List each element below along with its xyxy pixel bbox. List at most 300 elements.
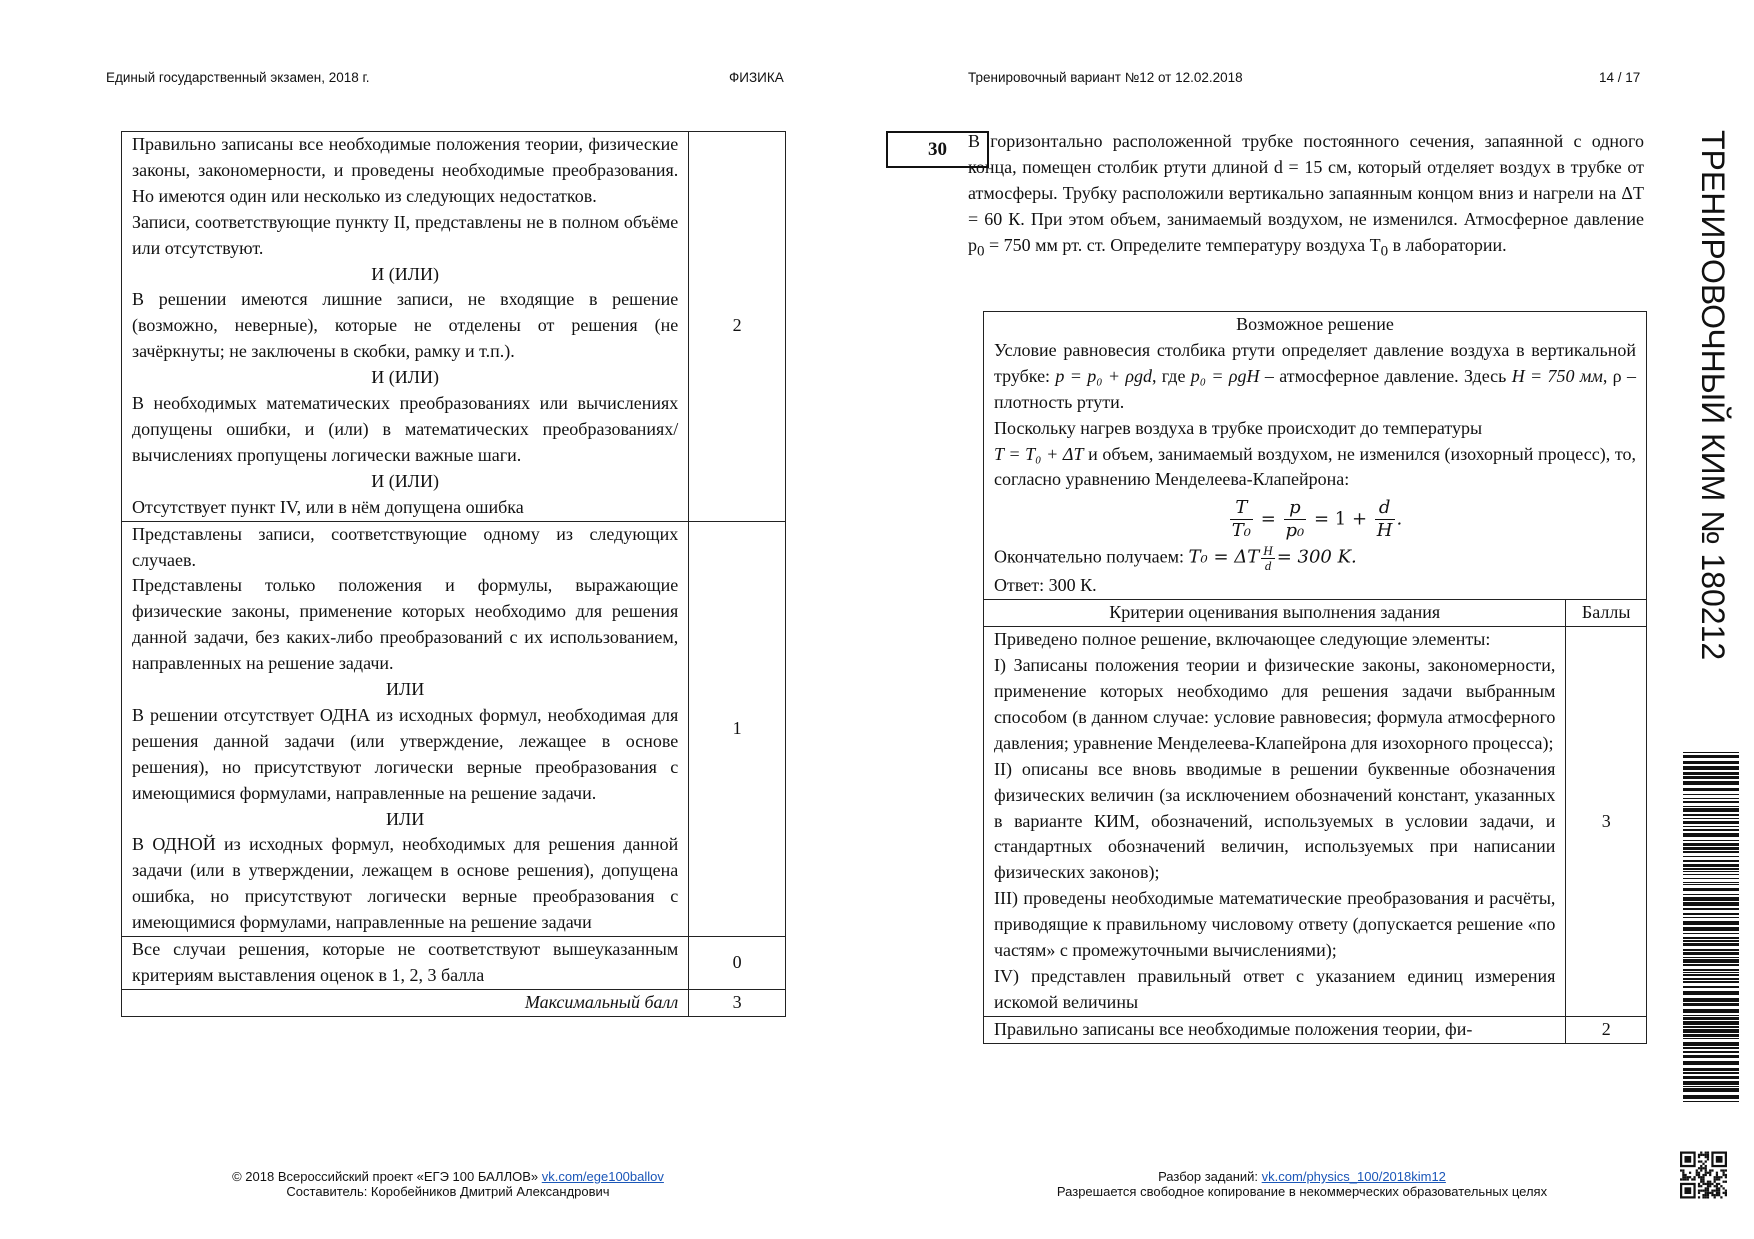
barcode-bar [1683,772,1739,775]
barcode-bar [1683,1003,1739,1006]
barcode-bar [1683,1072,1739,1074]
criteria-paragraph: Правильно записаны все необходимые положения теории, физические законы, закономерности, и проведены необходимые преобразования. Но имеются один или несколько из следующих недостатков. [132,134,679,206]
barcode-bar [1683,840,1739,841]
qr-module [1680,1169,1682,1171]
criteria-paragraph: Представлены только положения и формулы, выражающие физические законы, применение которых необходимо для решения данной задачи, без каких-либо преобразований с их использованием, направленных на решение задачи. [132,575,679,674]
frac-den-T0: T₀ [1231,520,1251,542]
qr-module [1698,1190,1700,1192]
qr-module [1716,1192,1718,1194]
qr-module [1707,1192,1709,1194]
solution-p2-text: Поскольку нагрев воздуха в трубке происходит до температуры [994,417,1483,438]
barcode-bar [1683,972,1739,973]
barcode-bar [1683,902,1739,906]
barcode-bar [1683,978,1739,980]
qr-module [1705,1190,1707,1192]
header-variant: Тренировочный вариант №12 от 12.02.2018 [968,70,1243,85]
solution-title: Возможное решение [1236,314,1394,334]
qr-module [1700,1165,1702,1167]
footer-right-label: Разбор заданий: [1158,1169,1262,1184]
qr-module [1684,1174,1686,1176]
barcode-bar [1683,1076,1739,1079]
qr-module [1687,1176,1689,1178]
qr-module [1725,1174,1727,1176]
barcode-bar [1683,851,1739,853]
barcode-bar [1683,752,1739,753]
qr-module [1698,1176,1700,1178]
barcode-bar [1683,1095,1739,1099]
criteria-score: 0 [689,937,786,990]
barcode-bar [1683,894,1739,895]
qr-module [1698,1183,1700,1185]
footer-right [1002,1169,1602,1199]
qr-module [1682,1169,1684,1171]
solution-p1-rho: , ρ – плотность ртути. [994,365,1637,412]
criteria-row [984,627,1647,1017]
barcode-bar [1683,808,1739,812]
barcode-bar [1683,874,1739,875]
barcode-bar [1683,878,1739,879]
barcode-bar [1683,1034,1739,1037]
task-sub-T0: 0 [1380,243,1389,260]
criteria-score: 3 [1566,627,1647,1017]
qr-module [1716,1156,1723,1163]
criteria-text-cell [984,1016,1566,1043]
qr-module [1718,1183,1720,1185]
footer-left-copyright: © 2018 Всероссийский проект «ЕГЭ 100 БАЛЛОВ» [232,1169,542,1184]
barcode-bar [1683,798,1739,799]
qr-module [1702,1196,1704,1198]
qr-module [1718,1178,1720,1180]
qr-module [1720,1185,1722,1187]
criteria-score: 2 [1566,1016,1647,1043]
criteria-text-cell [122,521,689,937]
criteria-paragraph: Приведено полное решение, включающее следующие элементы: [994,629,1491,650]
solution-criteria-table [983,311,1647,1044]
criteria-paragraph: И (ИЛИ) [371,263,439,284]
qr-module [1702,1174,1704,1176]
task-number-box: 30 [886,131,989,168]
barcode-bar [1683,1009,1739,1013]
qr-module [1682,1172,1684,1174]
qr-module [1705,1156,1707,1158]
qr-module [1709,1172,1711,1174]
qr-module [1702,1176,1704,1178]
criteria-row [984,1016,1647,1043]
qr-module [1720,1196,1722,1198]
qr-module [1682,1174,1684,1176]
qr-module [1680,1178,1682,1180]
solution-p1-end: – атмосферное давление. Здесь [1259,365,1512,386]
qr-module [1705,1169,1707,1171]
qr-module [1705,1165,1707,1167]
criteria-paragraph: В необходимых математических преобразованиях или вычислениях допущены ошибки, и (или) в математических преобразованиях/ вычислениях пропущены логически важные шаги. [132,393,679,465]
qr-module [1716,1185,1718,1187]
equation-one-plus: = 1 + [1314,508,1368,530]
criteria-paragraph: I) Записаны положения теории и физические законы, закономерности, применение которых необходимо для решения задачи выбранным способом (в данном случае: условие равновесия; формула атмосферного давления; уравнение Менделеева-Клапейрона для изохорного процесса); [994,655,1556,753]
barcode-bar [1683,897,1739,901]
criteria-paragraph: ИЛИ [386,808,425,829]
qr-module [1714,1185,1716,1187]
qr-module [1707,1190,1709,1192]
footer-left [170,1169,726,1199]
barcode-bar [1683,1047,1739,1049]
qr-module [1707,1194,1709,1196]
solution-final [994,544,1636,573]
frac-den-p0: p₀ [1285,520,1305,542]
max-score-row [122,989,786,1016]
solution-cell [984,312,1647,600]
criteria-text-cell [122,937,689,990]
qr-module [1714,1190,1716,1192]
qr-module [1705,1196,1707,1198]
qr-module [1716,1178,1718,1180]
criteria-paragraph: В решении отсутствует ОДНА из исходных формул, необходимая для решения данной задачи (или утверждение, лежащее в основе решения), но присутствуют логически верные преобразования с имеющимися формулами, направленные на решение задачи. [132,704,679,803]
qr-module [1725,1181,1727,1183]
qr-module [1707,1156,1709,1158]
qr-module [1707,1183,1709,1185]
qr-code [1680,1151,1727,1199]
qr-module [1716,1190,1718,1192]
barcode-bar [1683,940,1739,942]
qr-module [1711,1183,1713,1185]
barcode-bar [1683,964,1739,966]
qr-module [1702,1178,1704,1180]
barcode-bar [1683,986,1739,988]
footer-right-link[interactable]: vk.com/physics_100/2018kim12 [1261,1169,1446,1184]
barcode [1683,752,1739,1102]
header-exam: Единый государственный экзамен, 2018 г. [106,70,370,85]
qr-module [1689,1176,1691,1178]
barcode-bar [1683,766,1739,770]
barcode-bar [1683,826,1739,827]
task-text-b: = 750 мм рт. ст. Определите температуру воздуха T [984,234,1381,255]
qr-module [1698,1154,1700,1156]
criteria-header-row [984,600,1647,627]
qr-module [1689,1172,1691,1174]
barcode-bar [1683,1068,1739,1071]
task-text-a: В горизонтально расположенной трубке постоянного сечения, запаянной с одного конца, помещен столбик ртути длиной d = 15 см, который отделяет воздух в трубке от атмосферы. Трубку расположили вертикально запаянным концом вниз и нагрели на ΔT = 60 К. При этом объем, занимаемый воздухом, не изменился. Атмосферное давление p [968,131,1644,255]
barcode-bar [1683,1051,1739,1053]
barcode-bar [1683,1101,1739,1102]
barcode-bar [1683,998,1739,1002]
barcode-bar [1683,888,1739,891]
qr-module [1707,1187,1709,1189]
barcode-bar [1683,927,1739,931]
criteria-paragraph: Правильно записаны все необходимые положения теории, фи- [994,1018,1473,1039]
qr-module [1693,1176,1695,1178]
qr-module [1716,1174,1718,1176]
qr-module [1705,1183,1707,1185]
qr-module [1705,1174,1707,1176]
footer-left-author: Составитель: Коробейников Дмитрий Александрович [286,1184,610,1199]
qr-module [1723,1174,1725,1176]
criteria-paragraph: Все случаи решения, которые не соответствуют вышеуказанным критериям выставления оценок в 1, 2, 3 балла [132,939,679,985]
frac-num-d: d [1375,497,1395,520]
criteria-text-cell [122,132,689,522]
qr-module [1723,1181,1725,1183]
qr-module [1700,1160,1702,1162]
qr-module [1725,1192,1727,1194]
qr-module [1702,1154,1704,1156]
qr-module [1709,1174,1711,1176]
barcode-bar [1683,957,1739,958]
frac-num-T: T [1230,497,1253,520]
qr-module [1707,1172,1709,1174]
qr-module [1716,1176,1718,1178]
qr-module [1711,1194,1713,1196]
frac-den-d: d [1264,558,1272,574]
barcode-bar [1683,1081,1739,1085]
qr-module [1725,1176,1727,1178]
barcode-bar [1683,1026,1739,1028]
qr-module [1698,1192,1700,1194]
qr-module [1698,1167,1700,1169]
barcode-bar [1683,847,1739,850]
barcode-bar [1683,969,1739,971]
qr-module [1709,1192,1711,1194]
qr-module [1718,1190,1720,1192]
barcode-bar [1683,781,1739,785]
qr-module [1705,1152,1707,1154]
solution-p1-mid: , где [1151,365,1191,386]
qr-module [1702,1163,1704,1165]
side-title-text: ТРЕНИРОВОЧНЫЙ КИМ № 180212 [1695,130,1731,661]
barcode-bar [1683,882,1739,883]
qr-module [1682,1178,1684,1180]
barcode-bar [1683,1021,1739,1025]
qr-module [1700,1181,1702,1183]
qr-module [1705,1154,1707,1156]
qr-module [1723,1169,1725,1171]
qr-module [1707,1158,1709,1160]
qr-module [1684,1178,1686,1180]
criteria-paragraph: И (ИЛИ) [371,367,439,388]
qr-module [1718,1192,1720,1194]
task-sub-p0: 0 [977,243,985,260]
footer-left-link[interactable]: vk.com/ege100ballov [541,1169,664,1184]
formula-temperature: T = T₀ + ΔT [994,443,1084,464]
qr-module [1682,1176,1684,1178]
qr-module [1702,1190,1704,1192]
qr-module [1702,1194,1704,1196]
qr-module [1711,1169,1713,1171]
qr-module [1700,1190,1702,1192]
frac-den-H: H [1376,520,1393,542]
barcode-bar [1683,991,1739,995]
qr-module [1716,1187,1718,1189]
barcode-bar [1683,843,1739,846]
qr-module [1702,1181,1704,1183]
qr-module [1718,1194,1720,1196]
max-score-value: 3 [689,989,786,1016]
barcode-bar [1683,814,1739,816]
qr-module [1723,1172,1725,1174]
equation-clapeyron: $\frac{T}{\text{T₀}}$ = $\frac{p}{\text{p₀}}$ = 1 + $\frac{d}{H}$ . [1231,497,1403,542]
criteria-paragraph: И (ИЛИ) [371,470,439,491]
barcode-bar [1683,1015,1739,1016]
barcode-bar [1683,871,1739,872]
task-text [968,129,1644,265]
criteria-paragraph: В решении имеются лишние записи, не входящие в решение (возможно, неверные), которые не отделены от решения (не зачёркнуты; не заключены в скобки, рамку и т.п.). [132,289,679,362]
qr-module [1707,1154,1709,1156]
task-text-c: в лаборатории. [1388,234,1507,255]
criteria-score: 1 [689,521,786,937]
qr-module [1705,1192,1707,1194]
barcode-bar [1683,860,1739,862]
qr-module [1684,1176,1686,1178]
final-lhs: T₀ = ΔT [1188,546,1260,568]
barcode-bar [1683,829,1739,831]
final-label: Окончательно получаем: [994,546,1189,567]
qr-module [1716,1194,1718,1196]
qr-module [1718,1176,1720,1178]
qr-module [1700,1154,1702,1156]
qr-module [1714,1178,1716,1180]
qr-module [1720,1176,1722,1178]
formula-pressure: p = p₀ + ρgd [1055,365,1152,386]
header-subject: ФИЗИКА [729,70,784,85]
criteria-paragraph: II) описаны все вновь вводимые в решении буквенные обозначения физических величин (за исключением обозначений констант, указанных в варианте КИМ, обозначений, используемых в условии задачи, и стандартных обозначений величин, используемых при написании физических законов); [994,758,1556,883]
qr-module [1716,1183,1718,1185]
criteria-row [122,937,786,990]
criteria-paragraph: III) проведены необходимые математические преобразования и расчёты, приводящие к правильному числовому ответу (допускается решение «по частям» с промежуточными вычислениями); [994,888,1556,961]
barcode-bar [1683,1017,1739,1020]
criteria-text-cell [984,627,1566,1017]
barcode-bar [1683,913,1739,915]
barcode-bar [1683,1055,1739,1058]
criteria-paragraph: IV) представлен правильный ответ с указанием единиц измерения искомой величины [994,965,1556,1012]
solution-answer: Ответ: 300 К. [994,575,1097,596]
qr-module [1714,1194,1716,1196]
qr-module [1705,1160,1707,1162]
frac-T-T0 [1230,497,1253,542]
header-page: 14 / 17 [1599,70,1641,85]
barcode-bar [1683,884,1739,885]
qr-module [1700,1178,1702,1180]
qr-module [1725,1169,1727,1171]
barcode-bar [1683,806,1739,807]
qr-module [1698,1174,1700,1176]
qr-module [1696,1169,1698,1171]
qr-module [1698,1172,1700,1174]
barcode-bar [1683,933,1739,934]
solution-p1 [994,338,1636,416]
qr-module [1691,1178,1693,1180]
barcode-bar [1683,1038,1739,1039]
qr-module [1707,1185,1709,1187]
qr-module [1698,1196,1700,1198]
solution-p1-text: Условие равновесия столбика ртути определяет давление воздуха в вертикальной трубке: [994,339,1636,386]
qr-module [1700,1185,1702,1187]
qr-module [1723,1187,1725,1189]
qr-module [1702,1183,1704,1185]
barcode-bar [1683,856,1739,857]
barcode-bar [1683,1042,1739,1046]
qr-module [1698,1185,1700,1187]
qr-module [1723,1192,1725,1194]
barcode-bar [1683,868,1739,870]
criteria-paragraph: В ОДНОЙ из исходных формул, необходимых для решения данной задачи (или в утверждении, лежащем в основе решения), допущена ошибка, но присутствуют логически верные преобразования с имеющимися формулами, направленные на решение задачи [132,834,679,933]
qr-module [1696,1172,1698,1174]
footer-right-license: Разрешается свободное копирование в некоммерческих образовательных целях [1056,1184,1548,1199]
barcode-bar [1683,776,1739,779]
criteria-paragraph: Отсутствует пункт IV, или в нём допущена ошибка [132,496,524,517]
qr-module [1720,1169,1722,1171]
score-col-header: Баллы [1566,600,1647,627]
qr-module [1707,1181,1709,1183]
qr-module [1684,1156,1691,1163]
formula-H: H = 750 мм [1511,365,1603,386]
barcode-bar [1683,833,1739,837]
criteria-paragraph: ИЛИ [386,679,425,700]
frac-num-p: p [1284,497,1307,520]
frac-d-H [1375,497,1395,542]
criteria-paragraph: Записи, соответствующие пункту II, представлены не в полном объёме или отсутствуют. [132,211,679,258]
qr-module [1705,1172,1707,1174]
qr-module [1709,1169,1711,1171]
barcode-bar [1683,952,1739,955]
qr-module [1707,1152,1709,1154]
qr-module [1725,1194,1727,1196]
qr-module [1718,1187,1720,1189]
qr-module [1714,1196,1716,1198]
qr-module [1714,1176,1716,1178]
barcode-bar [1683,908,1739,910]
qr-module [1707,1196,1709,1198]
qr-module [1709,1185,1711,1187]
criteria-row [122,132,786,522]
left-criteria-table [121,131,786,1017]
barcode-bar [1683,917,1739,918]
side-title [1686,130,1746,730]
barcode-bar [1683,959,1739,963]
solution-p2-end: и объем, занимаемый воздухом, не изменился (изохорный процесс), то, согласно уравнению Менделеева-Клапейрона: [994,443,1637,490]
qr-module [1711,1192,1713,1194]
barcode-bar [1683,821,1739,824]
frac-H-d [1261,544,1274,573]
frac-num-H: H [1263,543,1273,559]
qr-module [1711,1190,1713,1192]
barcode-bar [1683,974,1739,976]
solution-p2 [994,416,1636,494]
qr-module [1709,1181,1711,1183]
qr-module [1702,1167,1704,1169]
qr-module [1705,1187,1707,1189]
qr-module [1700,1169,1702,1171]
qr-module [1705,1194,1707,1196]
barcode-bar [1683,949,1739,951]
criteria-score: 2 [689,132,786,522]
barcode-bar [1683,937,1739,939]
barcode-bar [1683,1029,1739,1033]
barcode-bar [1683,788,1739,791]
criteria-col-header: Критерии оценивания выполнения задания [984,600,1566,627]
qr-module [1725,1190,1727,1192]
barcode-bar [1683,818,1739,819]
qr-module [1684,1187,1691,1194]
barcode-bar [1683,1061,1739,1065]
qr-module [1709,1183,1711,1185]
qr-module [1698,1160,1700,1162]
barcode-bar [1683,981,1739,983]
solution-row [984,312,1647,600]
formula-atm: p₀ = ρgH [1190,365,1260,386]
barcode-bar [1683,761,1739,764]
qr-module [1698,1156,1700,1158]
qr-module [1700,1167,1702,1169]
qr-module [1696,1174,1698,1176]
barcode-bar [1683,1088,1739,1092]
